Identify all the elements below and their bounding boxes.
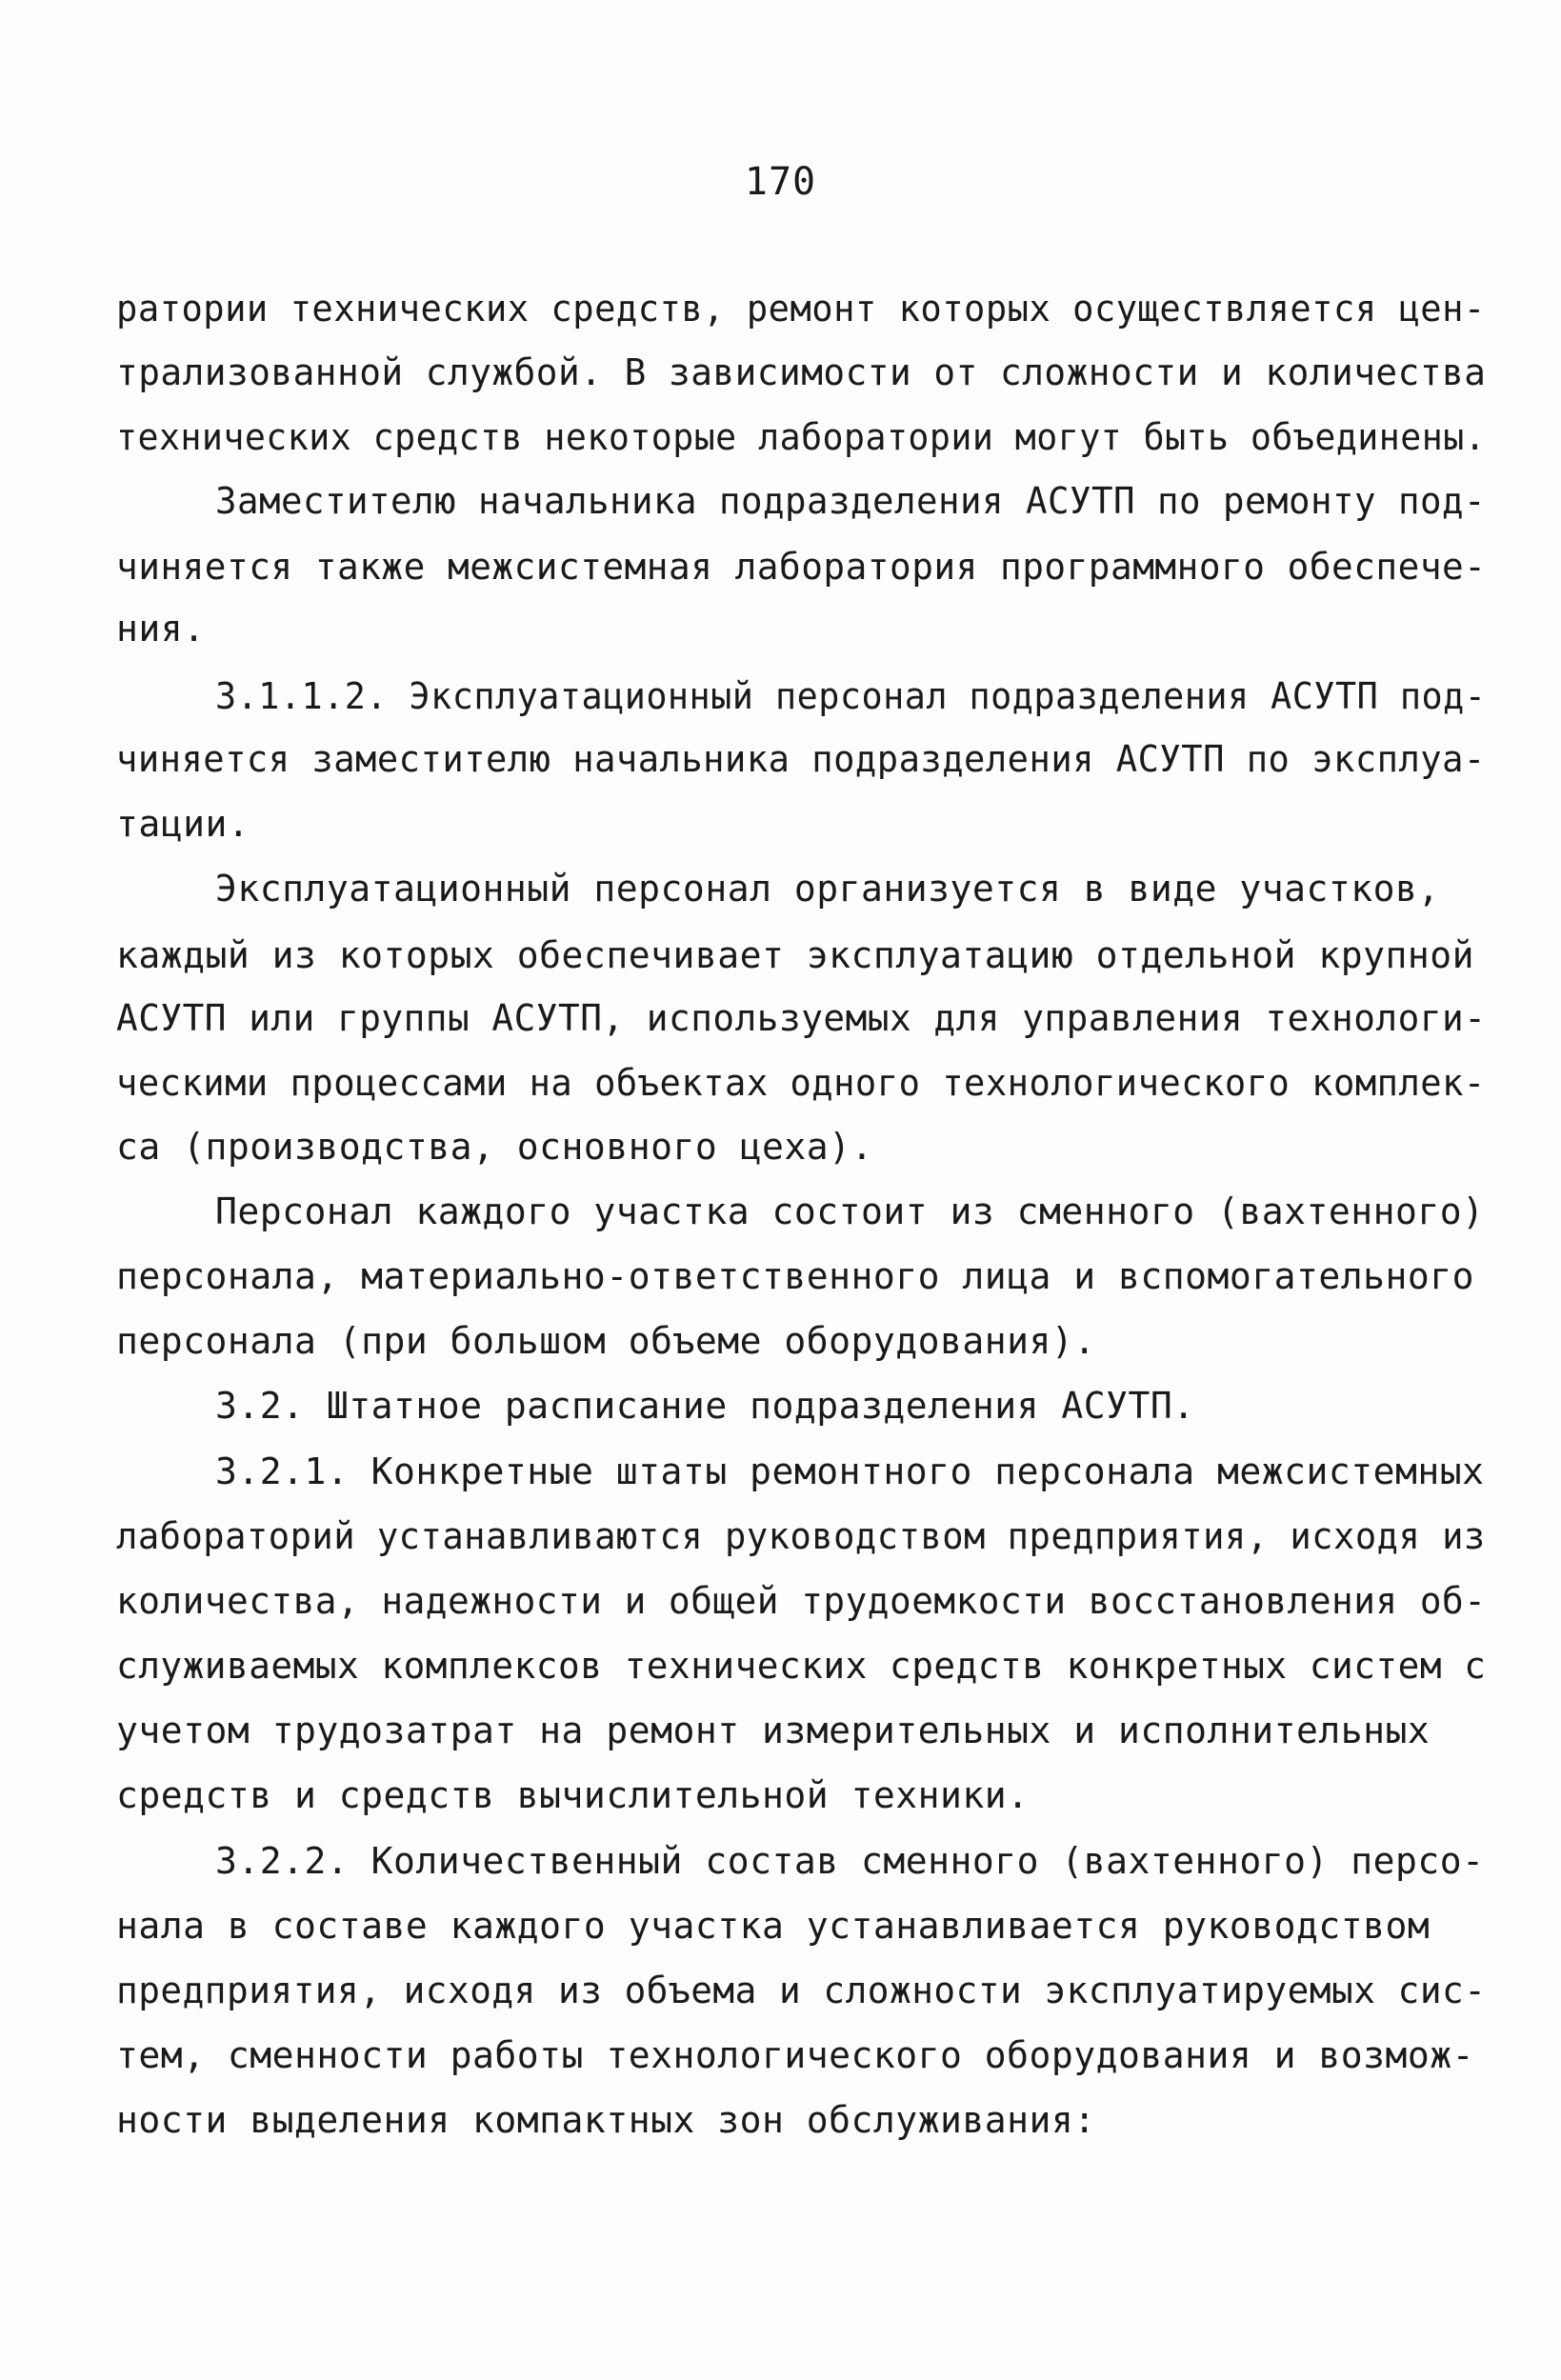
text-line: Эксплуатационный персонал организуется в виде участков,	[215, 868, 1440, 910]
text-line: тации.	[116, 803, 250, 845]
text-line: количества, надежности и общей трудоемкости восстановления об-	[116, 1580, 1487, 1622]
text-line: 3.2.1. Конкретные штаты ремонтного персонала межсистемных	[215, 1450, 1485, 1492]
text-line: предприятия, исходя из объема и сложности эксплуатируемых сис-	[116, 1970, 1487, 2011]
text-line: учетом трудозатрат на ремонт измерительных и исполнительных	[116, 1710, 1431, 1751]
text-line: средств и средств вычислительной техники.	[116, 1774, 1030, 1816]
text-line: нала в составе каждого участка устанавливается руководством	[116, 1905, 1431, 1947]
text-line: персонала, материально-ответственного лица и вспомогательного	[116, 1255, 1475, 1297]
text-line: служиваемых комплексов технических средств конкретных систем с	[116, 1645, 1487, 1687]
text-line: са (производства, основного цеха).	[116, 1126, 873, 1168]
text-line: ности выделения компактных зон обслуживания:	[116, 2099, 1096, 2141]
text-line: чиняется заместителю начальника подразделения АСУТП по эксплуа-	[116, 738, 1486, 780]
text-line: ния.	[116, 608, 206, 650]
text-line: 3.2. Штатное расписание подразделения АСУТП.	[215, 1385, 1195, 1427]
text-line: ческими процессами на объектах одного технологического комплек-	[116, 1062, 1486, 1104]
text-line: лабораторий устанавливаются руководством предприятия, исходя из	[116, 1515, 1486, 1557]
text-line: каждый из которых обеспечивает эксплуатацию отдельной крупной	[116, 934, 1475, 976]
text-line: Заместителю начальника подразделения АСУТП по ремонту под-	[215, 480, 1486, 522]
text-line: Персонал каждого участка состоит из сменного (вахтенного)	[215, 1190, 1485, 1232]
text-line: тем, сменности работы технологического оборудования и возмож-	[116, 2034, 1475, 2076]
page-number: 170	[744, 160, 817, 204]
text-line: трализованной службой. В зависимости от сложности и количества	[116, 351, 1487, 393]
text-line: ратории технических средств, ремонт которых осуществляется цен-	[116, 288, 1486, 330]
text-line: чиняется также межсистемная лаборатория программного обеспече-	[116, 546, 1487, 588]
text-line: технических средств некоторые лаборатории могут быть объединены.	[116, 416, 1487, 458]
text-line: АСУТП или группы АСУТП, используемых для управления технологи-	[116, 997, 1487, 1039]
text-line: персонала (при большом объеме оборудования).	[116, 1320, 1096, 1362]
text-line: 3.1.1.2. Эксплуатационный персонал подразделения АСУТП под-	[215, 675, 1487, 717]
text-line: 3.2.2. Количественный состав сменного (вахтенного) персо-	[215, 1840, 1485, 1882]
